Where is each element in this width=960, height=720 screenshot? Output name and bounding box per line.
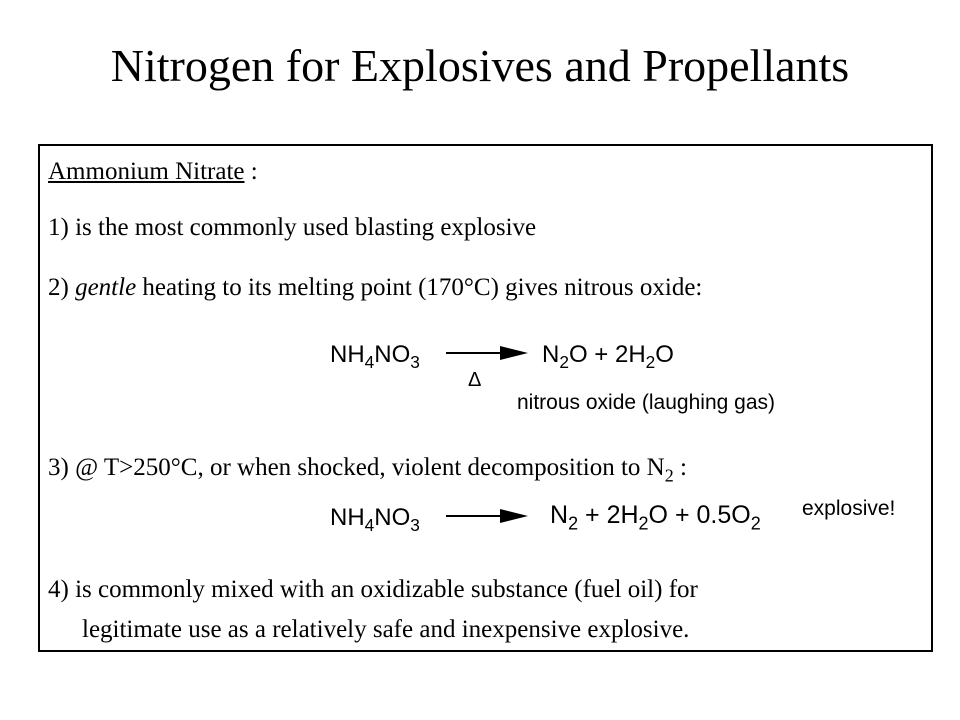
heading-suffix: :	[244, 158, 258, 185]
reactant-sub: 3	[410, 352, 420, 373]
product-sub: 2	[645, 352, 656, 373]
reaction2-arrow	[446, 506, 530, 526]
point-2-emphasis: gentle	[75, 274, 137, 301]
heading-underlined: Ammonium Nitrate	[48, 158, 245, 185]
reaction2-note: explosive!	[802, 497, 896, 520]
point-4-line-1: 4) is commonly mixed with an oxidizable substance (fuel oil) for	[48, 576, 698, 603]
point-2	[48, 272, 702, 304]
point-1: 1) is the most commonly used blasting explosive	[48, 214, 537, 241]
reactant-part: NH	[330, 504, 365, 531]
product-sub: 2	[638, 513, 649, 534]
point-4-line-2: legitimate use as a relatively safe and inexpensive explosive.	[82, 616, 690, 643]
heat-condition: Δ	[468, 369, 482, 391]
product-part: N	[542, 341, 560, 368]
point-3-text: 3) @ T>250°C, or when shocked, violent decomposition to N	[48, 454, 665, 481]
slide-title: Nitrogen for Explosives and Propellants	[110, 40, 850, 91]
product-sub: 2	[750, 513, 761, 534]
point-3	[48, 452, 687, 484]
reactant-part: NO	[374, 504, 411, 531]
reaction2-reactant	[330, 503, 420, 536]
product-sub: 2	[559, 352, 569, 373]
reaction1-note: nitrous oxide (laughing gas)	[517, 391, 775, 414]
product-sub: 2	[568, 513, 579, 534]
reaction1-arrow	[446, 343, 530, 363]
reaction1-reactant	[330, 340, 420, 373]
product-part: O + 2H	[568, 341, 646, 368]
reactant-sub: 4	[364, 352, 375, 373]
reactant-sub: 3	[410, 515, 420, 536]
reactant-sub: 4	[364, 515, 375, 536]
product-part: N	[550, 501, 569, 529]
point-2-prefix: 2)	[48, 274, 76, 301]
product-part: + 2H	[578, 501, 639, 529]
point-2-rest: heating to its melting point (170°C) gives nitrous oxide:	[136, 274, 703, 301]
ammonium-nitrate-heading	[48, 156, 258, 188]
reactant-part: NH	[330, 341, 365, 368]
point-3-sub: 2	[664, 465, 674, 486]
point-3-end: :	[673, 454, 687, 481]
reaction1-products	[542, 340, 674, 373]
reaction2-products	[550, 500, 761, 534]
product-part: O + 0.5O	[648, 501, 751, 529]
product-part: O	[655, 341, 674, 368]
reactant-part: NO	[374, 341, 411, 368]
